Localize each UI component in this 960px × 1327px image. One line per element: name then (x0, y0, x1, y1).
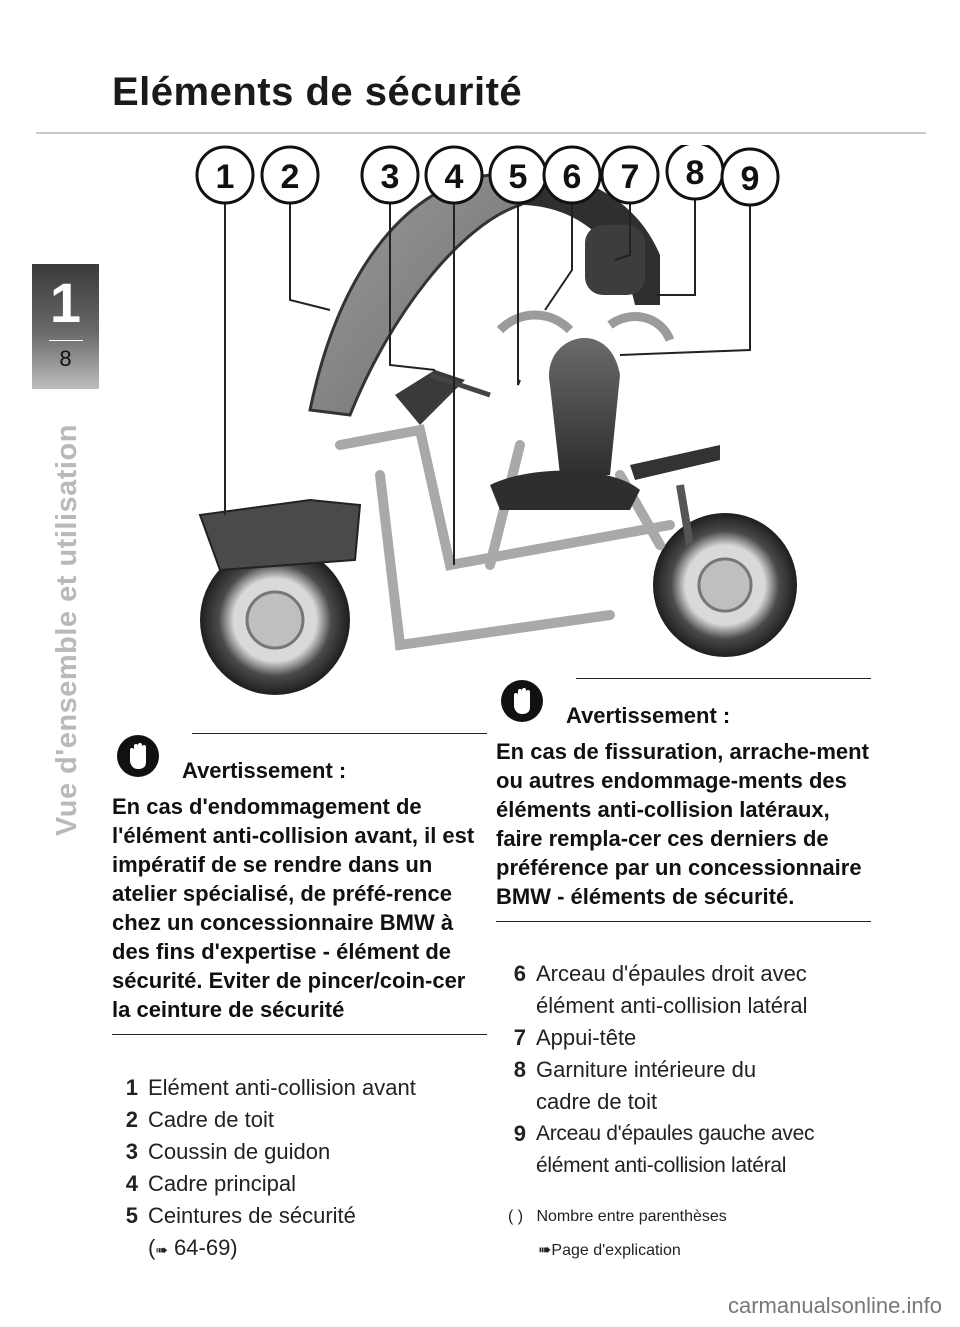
legend-list-right (506, 958, 876, 1182)
item-number: 8 (513, 1057, 526, 1082)
item-number: 7 (513, 1025, 526, 1050)
item-number: 9 (513, 1121, 526, 1146)
callout-label: 3 (380, 158, 400, 196)
item-text-cont: élément anti-collision latéral (536, 1154, 787, 1177)
stop-hand-icon (116, 734, 160, 778)
callout-2 (262, 147, 318, 203)
legend-list-left (118, 1072, 488, 1267)
item-number: 5 (125, 1203, 138, 1228)
item-text: Garniture intérieure du (536, 1057, 757, 1082)
left-shoulder-arch (610, 317, 670, 340)
callout-1 (197, 147, 253, 203)
list-item (118, 1104, 488, 1136)
callout-label: 2 (280, 158, 300, 196)
chapter-tab (32, 264, 99, 389)
list-item (118, 1072, 488, 1104)
footnote-arrow (538, 1240, 681, 1260)
item-text-cont: élément anti-collision latéral (536, 993, 808, 1018)
warning-text: En cas de fissuration, arrache-ment ou autres endommage-ments des éléments anti-collision latéraux, faire rempla-cer ces derniers de préférence par un concessionnaire BMW - éléments de sécurité. (496, 739, 869, 909)
callout-3 (362, 147, 418, 203)
warning-label: Avertissement : (182, 758, 347, 783)
warning-text: En cas d'endommagement de l'élément anti-collision avant, il est impératif de se rendre dans un atelier spécialisé, de préfé-rence chez un concessionnaire BMW à des fins d'expertise - élément de sécurité. Eviter de pincer/coin-cer la ceinture de sécurité (112, 794, 475, 1022)
list-item (506, 1022, 876, 1054)
warning-right (496, 678, 871, 922)
list-item (118, 1136, 488, 1168)
item-text: Arceau d'épaules droit avec (536, 961, 807, 986)
callout-4 (426, 147, 482, 203)
warning-bottom-rule (112, 1034, 487, 1035)
page-reference-text: 64-69) (174, 1235, 238, 1260)
callout-6 (544, 147, 600, 203)
item-number: 4 (125, 1171, 138, 1196)
callout-9 (722, 149, 778, 205)
callout-5 (490, 147, 546, 203)
callout-label: 5 (508, 158, 528, 196)
chapter-divider (49, 340, 83, 341)
item-number: 6 (513, 961, 526, 986)
footnote-parentheses (508, 1208, 727, 1226)
item-number: 1 (125, 1075, 138, 1100)
warning-left (112, 733, 487, 1035)
page-reference: (➠ 64-69) (148, 1235, 238, 1260)
footnote-text: Nombre entre parenthèses (536, 1208, 727, 1225)
watermark: carmanualsonline.info (727, 1293, 942, 1318)
stop-hand-icon (500, 679, 544, 723)
list-item (506, 1054, 876, 1086)
callout-label: 4 (444, 158, 464, 196)
title-divider (36, 132, 926, 134)
main-frame (340, 430, 670, 645)
callout-label: 1 (215, 158, 235, 196)
scooter-figure (190, 145, 890, 705)
parentheses-symbol: ( ) (508, 1208, 524, 1225)
cross-reference-arrow-icon: ➠ (155, 1242, 168, 1259)
item-number: 3 (125, 1139, 138, 1164)
item-number: 2 (125, 1107, 138, 1132)
item-text: Appui-tête (536, 1025, 637, 1050)
list-item (118, 1200, 488, 1232)
cross-reference-arrow-icon: ➠ (538, 1242, 552, 1259)
warning-bottom-rule (496, 921, 871, 922)
footnote-text: Page d'explication (551, 1242, 681, 1259)
callout-8 (667, 145, 723, 199)
callout-label: 8 (685, 154, 705, 192)
item-text: Arceau d'épaules gauche avec (536, 1122, 815, 1145)
callout-label: 9 (740, 160, 760, 198)
seat-back (549, 338, 620, 475)
item-text: Cadre principal (148, 1171, 296, 1196)
page-number: 8 (59, 346, 72, 371)
roof-frame (310, 175, 520, 415)
scooter-illustration (190, 145, 890, 705)
item-text: Cadre de toit (148, 1107, 274, 1132)
item-text: Coussin de guidon (148, 1139, 331, 1164)
callout-label: 7 (620, 158, 640, 196)
item-text: Ceintures de sécurité (148, 1203, 356, 1228)
right-shoulder-arch (500, 315, 570, 330)
warning-label: Avertissement : (566, 703, 731, 728)
chapter-number: 1 (49, 271, 82, 334)
item-text-cont: cadre de toit (536, 1089, 658, 1114)
callout-7 (602, 147, 658, 203)
list-item (118, 1168, 488, 1200)
list-item (506, 958, 876, 990)
list-item (506, 1118, 876, 1150)
page-title: Eléments de sécurité (112, 70, 523, 114)
callout-label: 6 (562, 158, 582, 196)
item-text: Elément anti-collision avant (148, 1075, 416, 1100)
section-side-label: Vue d'ensemble et utilisation (51, 424, 83, 836)
